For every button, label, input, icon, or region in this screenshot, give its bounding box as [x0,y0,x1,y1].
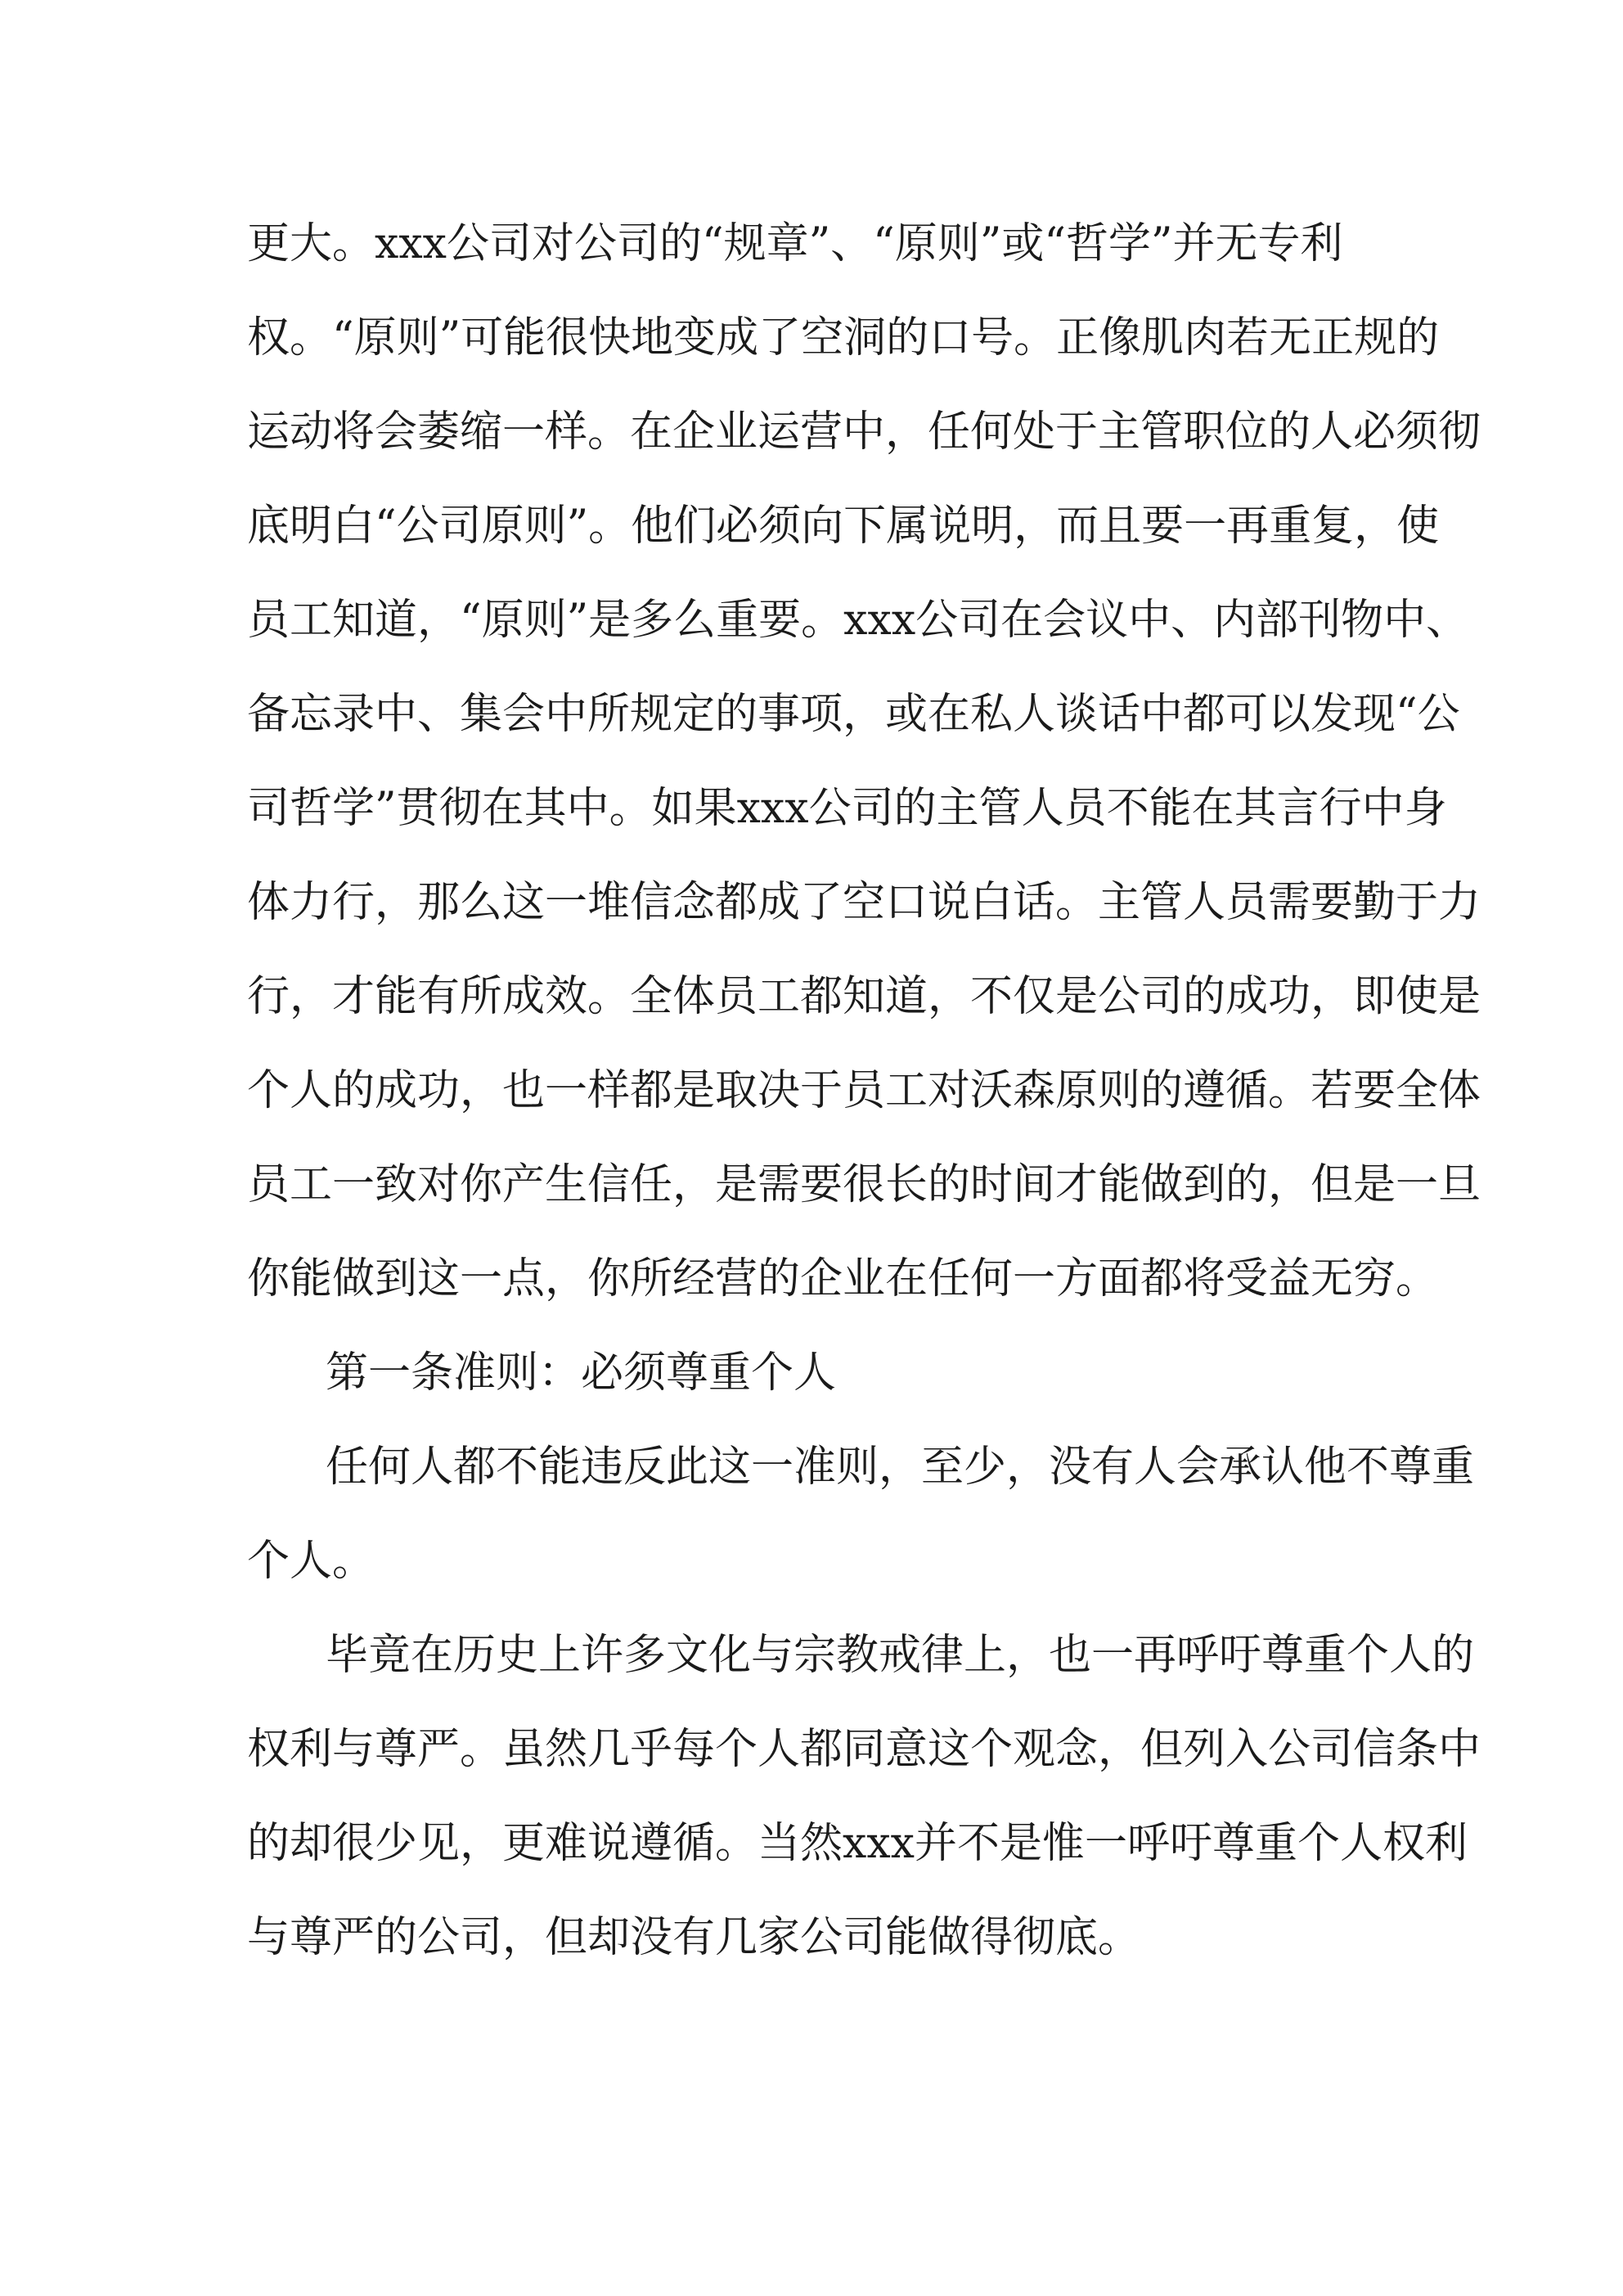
text-line: 个人的成功，也一样都是取决于员工对沃森原则的遵循。若要全体 [247,1066,1481,1115]
text-line: 的却很少见，更难说遵循。当然xxx并不是惟一呼吁尊重个人权利 [247,1819,1468,1868]
text-line: 与尊严的公司，但却没有几家公司能做得彻底。 [247,1913,1141,1962]
text-line: 你能做到这一点，你所经营的企业在任何一方面都将受益无穷。 [247,1254,1439,1303]
text-line: 任何人都不能违反此这一准则，至少，没有人会承认他不尊重 [326,1443,1475,1492]
text-line: 底明白“公司原则”。他们必须向下属说明，而且要一再重复，使 [247,502,1440,551]
text-line: 更大。xxx公司对公司的“规章”、“原则”或“哲学”并无专利 [247,219,1343,268]
text-line: 个人。 [247,1537,375,1586]
text-line: 员工一致对你产生信任，是需要很长的时间才能做到的，但是一旦 [247,1160,1481,1209]
text-line: 体力行，那么这一堆信念都成了空口说白话。主管人员需要勤于力 [247,878,1481,927]
text-line: 员工知道，“原则”是多么重要。xxx公司在会议中、内部刊物中、 [247,596,1469,645]
text-line: 司哲学”贯彻在其中。如果xxx公司的主管人员不能在其言行中身 [247,784,1447,833]
text-line: 权利与尊严。虽然几乎每个人都同意这个观念，但列入公司信条中 [247,1725,1481,1774]
section-heading: 第一条准则：必须尊重个人 [326,1348,837,1398]
text-line: 毕竟在历史上许多文化与宗教戒律上，也一再呼吁尊重个人的 [326,1631,1475,1680]
text-line: 权。“原则”可能很快地变成了空洞的口号。正像肌肉若无正规的 [247,313,1440,362]
text-line: 备忘录中、集会中所规定的事项，或在私人谈话中都可以发现“公 [247,690,1460,739]
text-line: 行，才能有所成效。全体员工都知道，不仅是公司的成功，即使是 [247,972,1481,1021]
text-line: 运动将会萎缩一样。在企业运营中，任何处于主管职位的人必须彻 [247,407,1481,457]
